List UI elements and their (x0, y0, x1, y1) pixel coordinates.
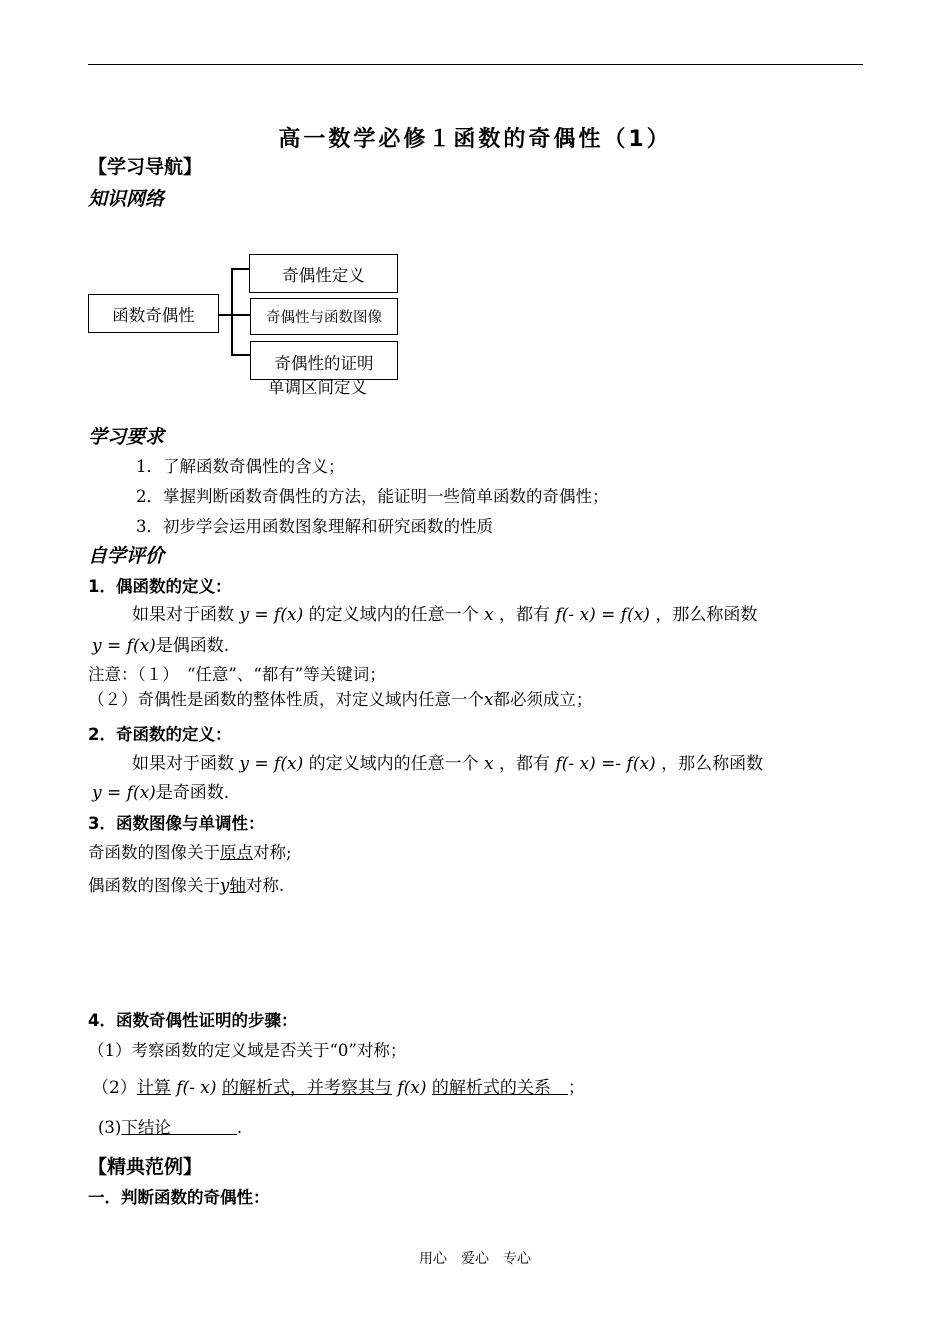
fill-answer: 下结论 (121, 1118, 237, 1137)
math-function: y = f(x) (239, 754, 304, 774)
text-run: 都必须成立； (493, 690, 593, 709)
requirement-item: 1．了解函数奇偶性的含义； (136, 457, 345, 476)
overlap-label: 单调区间定义 (268, 378, 367, 397)
connector-branch1 (231, 268, 249, 270)
proof-step2 (92, 1073, 585, 1098)
math-variable: x (484, 754, 494, 774)
math-condition: f(- x) =- f(x) (555, 754, 656, 774)
fill-answer: 计算 (136, 1078, 171, 1098)
odd-heading: 2．奇函数的定义： (88, 725, 232, 744)
requirements-heading: 学习要求 (88, 426, 165, 448)
math-function: y = f(x) (92, 783, 156, 803)
odd-graph-line (88, 839, 292, 863)
text-run: ，都有 (499, 605, 551, 625)
connector-root (218, 314, 232, 316)
branch-definition-label: 奇偶性定义 (282, 265, 365, 285)
nav-heading: 【学习导航】 (88, 156, 203, 178)
math-function: y = f(x) (92, 636, 156, 656)
even-definition-line1 (132, 600, 757, 625)
requirement-item: 3．初步学会运用函数图象理解和研究函数的性质 (136, 517, 493, 536)
branch-graph-label: 奇偶性与函数图像 (266, 310, 382, 326)
connector-branch3 (231, 354, 250, 356)
even-heading: 1．偶函数的定义： (88, 577, 232, 596)
connector-branch2 (231, 314, 250, 316)
text-run: ，那么称函数 (655, 605, 758, 625)
fill-answer: 的解析式，并考察其与 (221, 1078, 392, 1098)
math-variable: y (220, 876, 230, 895)
even-definition-line2 (92, 631, 229, 656)
math-expression: f(- x) (176, 1078, 217, 1098)
branch-definition-box (249, 254, 398, 293)
fill-answer: 原点 (220, 843, 253, 862)
root-box (88, 294, 219, 333)
requirement-item: 2．掌握判断函数奇偶性的方法，能证明一些简单函数的奇偶性； (136, 487, 609, 506)
text-run: 的定义域内的任意一个 (308, 605, 479, 625)
knowledge-heading: 知识网络 (88, 188, 165, 210)
text-run: ； (567, 1078, 585, 1098)
even-graph-line (88, 872, 284, 896)
branch-proof-label: 奇偶性的证明 (274, 354, 374, 373)
proof-step1: （1）考察函数的定义域是否关于“0”对称； (88, 1041, 407, 1060)
fill-answer: 轴 (229, 876, 246, 895)
note-line1: 注意：（１） “任意”、“都有”等关键词； (88, 665, 386, 684)
text-run: 偶函数的图像关于 (88, 876, 220, 895)
text-run: 是奇函数. (155, 783, 230, 803)
examples-heading: 【精典范例】 (88, 1156, 203, 1178)
page-title: 高一数学必修１函数的奇偶性（1） (278, 127, 672, 152)
text-run: 如果对于函数 (132, 605, 234, 625)
connector-vertical (231, 268, 233, 355)
root-label: 函数奇偶性 (112, 305, 195, 325)
text-run: 如果对于函数 (132, 754, 234, 774)
odd-definition-line2 (92, 778, 229, 803)
proof-step3 (98, 1114, 242, 1138)
text-run: （２）奇偶性是函数的整体性质，对定义域内任意一个 (88, 690, 484, 709)
text-run: 奇函数的图像关于 (88, 843, 220, 862)
math-function: y = f(x) (239, 605, 304, 625)
self-eval-heading: 自学评价 (88, 545, 165, 567)
text-run: 的定义域内的任意一个 (308, 754, 479, 774)
math-variable: x (484, 690, 494, 709)
math-expression: f(x) (397, 1078, 427, 1098)
step-number: （2） (92, 1078, 137, 1098)
examples-subheading: 一．判断函数的奇偶性： (88, 1188, 270, 1207)
proof-heading: 4．函数奇偶性证明的步骤： (88, 1011, 298, 1030)
branch-graph-box (250, 298, 398, 335)
odd-definition-line1 (132, 749, 763, 774)
text-run: 对称; (253, 843, 292, 862)
text-run: ，都有 (499, 754, 551, 774)
note-line2 (88, 686, 592, 710)
text-run: ，那么称函数 (661, 754, 764, 774)
page-footer: 用心 爱心 专心 (419, 1251, 531, 1267)
text-run: 对称. (245, 876, 285, 895)
fill-answer: 的解析式的关系 (431, 1078, 568, 1098)
text-run: 是偶函数. (155, 636, 230, 656)
step-number: (3) (98, 1118, 122, 1137)
math-condition: f(- x) = f(x) (555, 605, 650, 625)
math-variable: x (484, 605, 494, 625)
text-run: . (236, 1118, 243, 1137)
graph-heading: 3．函数图像与单调性： (88, 814, 265, 833)
header-rule (88, 64, 863, 65)
